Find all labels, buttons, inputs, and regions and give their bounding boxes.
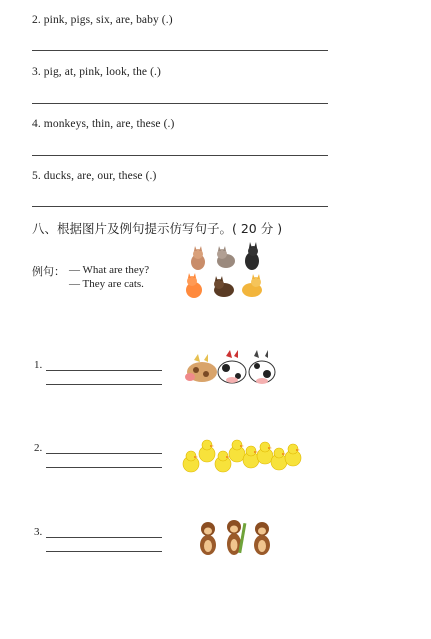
example-answer: — They are cats. — [69, 278, 144, 290]
question-2: 2. pink, pigs, six, are, baby (.) — [32, 14, 173, 26]
item-3-number: 3. — [34, 526, 43, 538]
chicks-icon — [181, 440, 303, 474]
item-2-line-2[interactable] — [46, 467, 162, 468]
item-3-line-1[interactable] — [46, 537, 162, 538]
section-heading: 八、根据图片及例句提示仿写句子。( 20 分 ) — [32, 221, 283, 236]
example-label: 例句： — [32, 265, 65, 278]
cows-icon — [186, 348, 278, 388]
question-4: 4. monkeys, thin, are, these (.) — [32, 118, 175, 130]
item-2-line-1[interactable] — [46, 453, 162, 454]
item-2-number: 2. — [34, 442, 43, 454]
item-3-line-2[interactable] — [46, 551, 162, 552]
item-1-line-2[interactable] — [46, 384, 162, 385]
answer-line-q2[interactable] — [32, 50, 328, 51]
item-1-line-1[interactable] — [46, 370, 162, 371]
cats-icon — [184, 244, 270, 302]
question-3: 3. pig, at, pink, look, the (.) — [32, 66, 161, 78]
monkeys-icon — [194, 519, 278, 559]
item-1-number: 1. — [34, 359, 43, 371]
answer-line-q5[interactable] — [32, 206, 328, 207]
question-5: 5. ducks, are, our, these (.) — [32, 170, 157, 182]
answer-line-q3[interactable] — [32, 103, 328, 104]
answer-line-q4[interactable] — [32, 155, 328, 156]
example-question: — What are they? — [69, 264, 150, 276]
